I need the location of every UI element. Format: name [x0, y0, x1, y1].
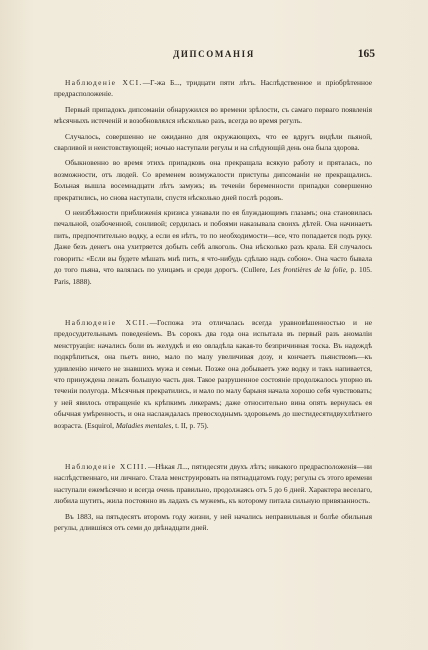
observation-heading: Наблюденіе XCIII.: [65, 461, 148, 471]
citation-title: Maladies mentales: [115, 420, 172, 430]
citation-tail: , t. II, p. 75).: [171, 420, 209, 430]
paragraph: Обыкновенно во время этихъ припадковъ она прекращала всякую работу и пряталась, по возможности, отъ людей. Со временем возмужалости приступы дипсоманіи не прекращались. Больная вышла восемнадцати лѣтъ замужъ; въ теченіи беременности припадки совершенно прекратились, но снова наступали, спустя нѣсколько дней послѣ родовъ.: [54, 158, 372, 202]
observation-heading: Наблюденіе XCI.: [65, 78, 143, 87]
running-title: ДИПСОМАНІЯ: [173, 49, 255, 59]
paragraph-observation-91-head: [54, 77, 372, 100]
paragraph-text: —Нѣкая Л..., пятидесяти двухъ лѣтъ; никакого предрасположенія—ни наслѣдственнаго, ни личнаго. Стала менструировать на пятнадцатомъ году; регулы съ этого времени наступали ежемѣсячно и всегда очень правильно, продолжаясь отъ 5 до 6 дней. Характера веселаго, любила шутить, жила постоянно въ ладахъ съ мужемъ, къ которому питала сильную привязанность.: [54, 461, 372, 506]
citation-tail: , p. 105. Paris, 1888).: [54, 265, 372, 286]
paragraph-text: О неизбѣжности приближенія кризиса узнавали по ея блуждающимъ глазамъ; она становилась печальной, озабоченной, сонливой; сердилась и побоями наказывала своихъ дѣтей. Она начинаетъ пить, предпочтительно водку, а если ея нѣтъ, то по необходимости—все, что попадается подъ руку. Даже безъ денегъ она ухитряется добыть себѣ алкоголь. Она нѣсколько разъ крала. Ей случалось говорить: «Если вы будете мѣшать мнѣ пить, я что-нибудь сдѣлаю надъ собою». Она часто бывала до того пьяна, что валялась по улицамъ и среди дорогъ. (Cullere,: [54, 208, 372, 275]
paragraph-observation-93: [54, 461, 372, 507]
paragraph: Первый припадокъ дипсоманіи обнаружился во времени зрѣлости, съ самаго перваго появленія мѣсячныхъ истеченій и возобновлялся нѣсколько разъ, всегда во время регулъ.: [54, 104, 372, 126]
page-number: 165: [357, 48, 375, 60]
observation-heading: Наблюденіе XCII.: [65, 317, 150, 327]
citation-title: Les frontières de la folie: [270, 265, 346, 275]
paragraph-with-citation: [54, 207, 372, 287]
page-header: [0, 49, 428, 63]
paragraph: Случалось, совершенно не ожиданно для окружающихъ, что ее вдругъ видѣли пьяной, сварливой и неистовствующей; ночью наступали регулы и на слѣдующій день она была здорова.: [54, 131, 372, 153]
paragraph-observation-92: [54, 317, 372, 431]
body-text: [54, 77, 372, 537]
paragraph-text: —Госпожа эта отличалась всегда уравновѣшенностью и не предосудительнымъ поведеніемъ. Въ сорокъ два года она испытала въ первый разъ аномаліи менструаціи: начались боли въ желудкѣ и ею овладѣла какая-то безпричинная тоска. Въ надеждѣ подкрѣпиться, она пьетъ вино, мало по малу увеличивая дозу, и кончаетъ пьянствомъ—къ удивленію ничего не знавшихъ мужа и семьи. Позже она добываетъ уже водку и такъ напивается, что принуждена лежать большую часть дня. Такое разрушенное состояніе продолжалось упорно въ теченіи полугода. Мѣсячныя прекратились, и мало по малу барыня начала хорошо себя чувствовать; у ней явилось отвращеніе къ крѣпкимъ ликерамъ; даже относительно вина опять вернулась ея обычная умѣренность, и она наслаждалась превосходнымъ здоровьемъ до шестидесятидвухлѣтнего возраста. (Esquirol,: [54, 317, 372, 430]
paragraph: Въ 1883, на пятьдесятъ второмъ году жизни, у ней начались неправильныя и болѣе обильныя регулы, длившіяся отъ семи до двѣнадцати дней.: [54, 511, 372, 532]
paragraph-text: —Г-жа Б..., тридцати пяти лѣтъ. Наслѣдственное и пріобрѣтенное предрасположеніе.: [54, 78, 373, 99]
